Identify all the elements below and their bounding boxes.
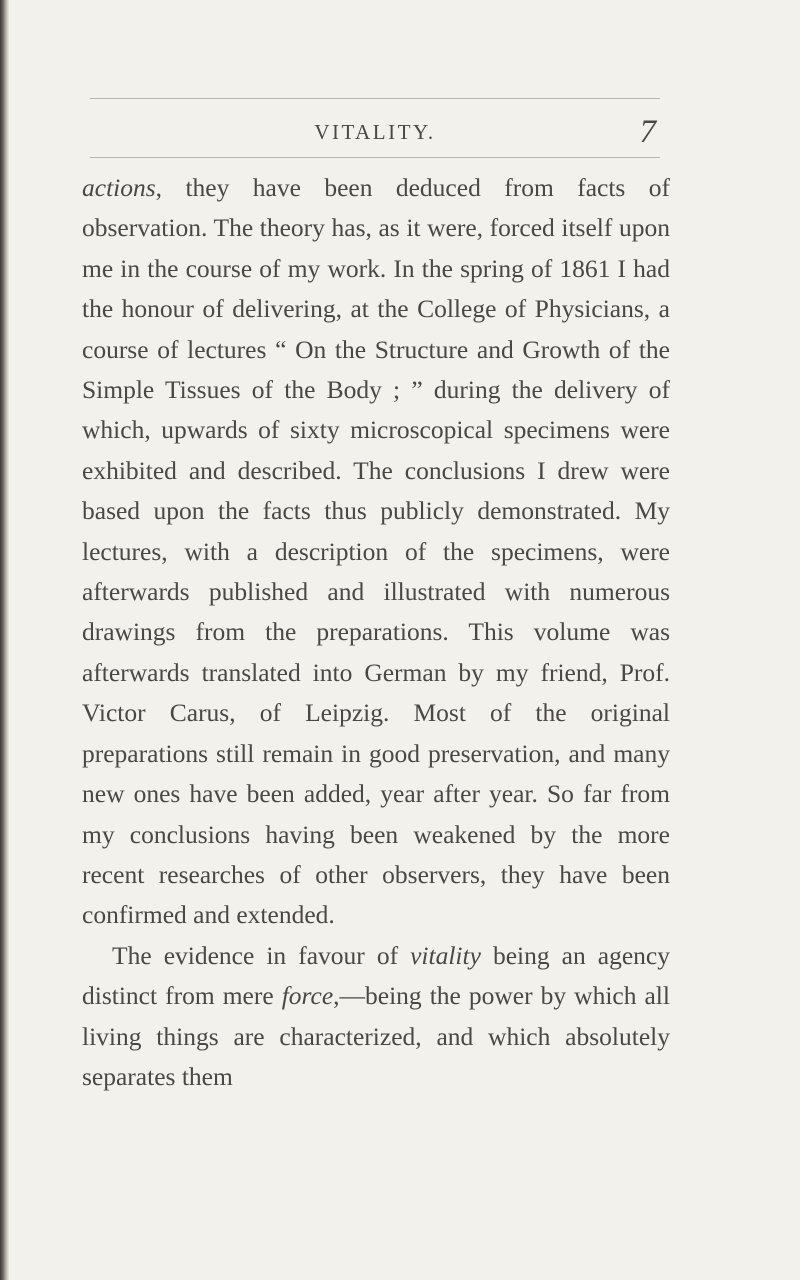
paragraph-text: The evidence in favour of xyxy=(112,940,411,970)
paragraph xyxy=(82,936,670,1098)
top-rule xyxy=(90,98,660,99)
italic-word: actions xyxy=(82,173,156,202)
running-title: VITALITY. xyxy=(314,120,436,144)
italic-word: vitality xyxy=(410,940,481,970)
paragraph-text: ,—being the power by which all living things are characterized, and which absolutely separates them xyxy=(82,981,670,1091)
page-number: 7 xyxy=(639,114,656,150)
header-rule xyxy=(90,157,660,158)
paragraph-text: , they have been deduced from facts of observation. The theory has, as it were, forced itself upon me in the course of my work. In the spring of 1861 I had the honour of delivering, at the College of Physicians, a course of lectures “ On the Structure and Growth of the Simple Tissues of the Body ; ” during the delivery of which, upwards of sixty microscopical specimens were exhibited and described. The conclusions I drew were based upon the facts thus publicly demonstrated. My lectures, with a description of the specimens, were afterwards published and illustrated with numerous drawings from the preparations. This volume was afterwards translated into German by my friend, Prof. Victor Carus, of Leipzig. Most of the original preparations still remain in good preservation, and many new ones have been added, year after year. So far from my conclusions having been weakened by the more recent researches of other observers, they have been confirmed and extended. xyxy=(82,173,670,930)
page-body xyxy=(82,168,670,1097)
italic-word: force xyxy=(281,981,334,1011)
paragraph-continued xyxy=(82,168,670,936)
page-binding-edge xyxy=(0,0,9,1280)
paragraph-text: being an agency distinct from mere xyxy=(82,940,670,1011)
running-head xyxy=(90,116,660,152)
